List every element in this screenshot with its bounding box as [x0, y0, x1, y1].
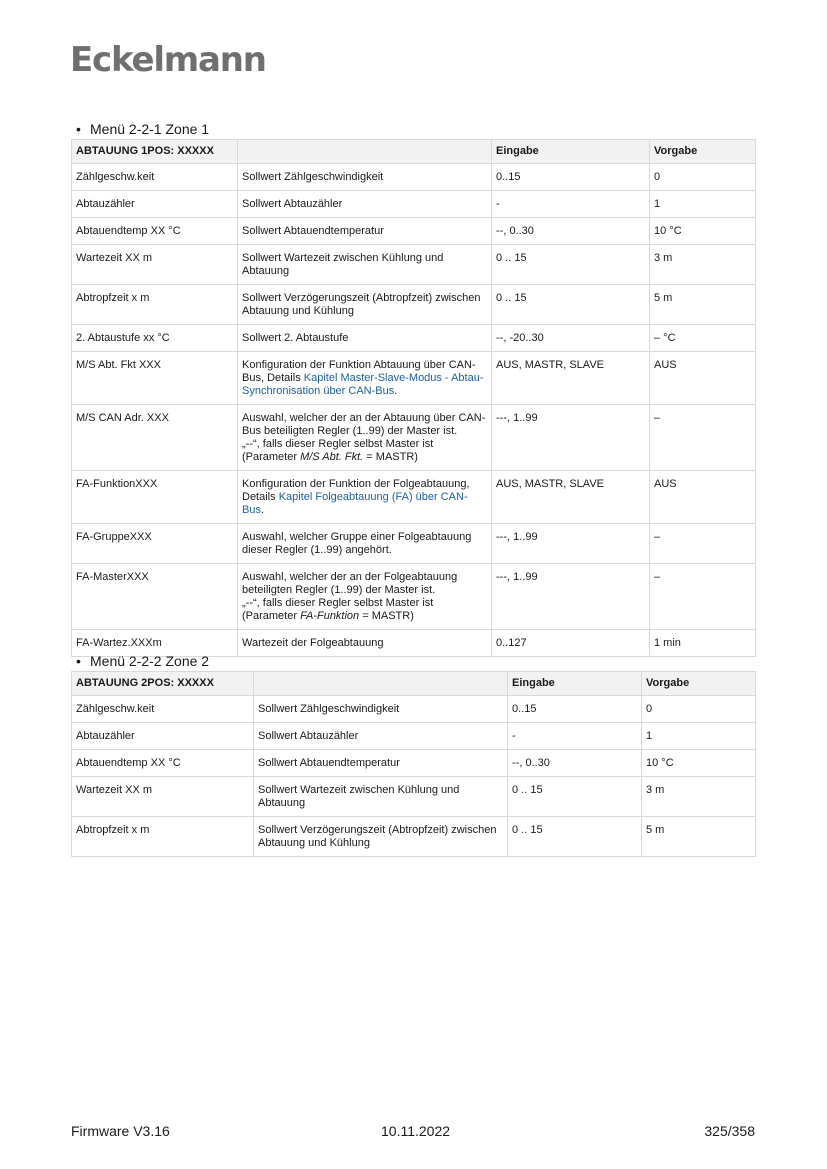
description-cell: Sollwert Abtauzähler [254, 723, 508, 750]
description-cell: Sollwert Abtauzähler [238, 191, 492, 218]
section-title: Menü 2-2-1 Zone 1 [90, 121, 210, 137]
description-line: Auswahl, welcher der an der Folgeabtauung beteiligten Regler (1..99) der Master ist. [242, 571, 458, 596]
param-cell: Abtropfzeit x m [72, 817, 254, 857]
header-cell-menu: ABTAUUNG 2POS: XXXXX [72, 672, 254, 696]
table-row [72, 405, 756, 471]
section-title: Menü 2-2-2 Zone 2 [90, 653, 210, 669]
description-cell: Sollwert Abtauendtemperatur [238, 218, 492, 245]
folgeabtauung-chapter-link[interactable]: Kapitel Folgeabtauung (FA) über CAN-Bus [242, 491, 468, 516]
input-range-cell: - [492, 191, 650, 218]
header-cell-menu: ABTAUUNG 1POS: XXXXX [72, 140, 238, 164]
default-value-cell: AUS [650, 471, 756, 524]
param-cell: Abtauendtemp XX °C [72, 750, 254, 777]
table-row [72, 471, 756, 524]
description-cell: Sollwert Zählgeschwindigkeit [254, 696, 508, 723]
table-row [72, 218, 756, 245]
parameter-name: FA-Funktion [300, 610, 360, 622]
description-line: (Parameter [242, 610, 301, 622]
footer-page-number: 325/358 [704, 1123, 755, 1139]
param-cell: Abtropfzeit x m [72, 285, 238, 325]
input-range-cell: 0..15 [508, 696, 642, 723]
header-cell-default: Vorgabe [642, 672, 756, 696]
section-heading-zone-1 [76, 121, 209, 137]
table-row [72, 191, 756, 218]
table-row [72, 750, 756, 777]
bullet-icon: • [76, 121, 81, 137]
description-cell [238, 471, 492, 524]
table-row [72, 285, 756, 325]
description-text: Konfiguration der Funktion der Folgeabtauung, Details [242, 478, 470, 503]
input-range-cell: ---, 1..99 [492, 524, 650, 564]
bullet-icon: • [76, 653, 81, 669]
param-cell: Abtauendtemp XX °C [72, 218, 238, 245]
table-row [72, 325, 756, 352]
table-row [72, 723, 756, 750]
input-range-cell: ---, 1..99 [492, 564, 650, 630]
default-value-cell: 0 [642, 696, 756, 723]
input-range-cell: 0..15 [492, 164, 650, 191]
default-value-cell: 1 [642, 723, 756, 750]
param-cell: Wartezeit XX m [72, 245, 238, 285]
description-line: = MASTR) [359, 610, 414, 622]
input-range-cell: 0..127 [492, 630, 650, 657]
description-cell [238, 564, 492, 630]
footer-firmware-version: Firmware V3.16 [71, 1123, 170, 1139]
description-cell [238, 352, 492, 405]
table-row [72, 245, 756, 285]
table-row [72, 164, 756, 191]
company-logo: Eckelmann [70, 40, 266, 80]
description-text: Konfiguration der Funktion Abtauung über CAN-Bus, Details [242, 359, 476, 384]
table-row [72, 817, 756, 857]
description-punctuation: . [260, 504, 265, 516]
section-heading-zone-2 [76, 653, 209, 669]
default-value-cell: – °C [650, 325, 756, 352]
table-header-row [72, 672, 756, 696]
param-cell: FA-Wartez.XXXm [72, 630, 238, 657]
param-cell: FA-MasterXXX [72, 564, 238, 630]
description-cell: Wartezeit der Folgeabtauung [238, 630, 492, 657]
description-cell: Sollwert Verzögerungszeit (Abtropfzeit) zwischen Abtauung und Kühlung [254, 817, 508, 857]
description-cell: Sollwert Wartezeit zwischen Kühlung und Abtauung [238, 245, 492, 285]
table-row [72, 777, 756, 817]
default-value-cell: 3 m [642, 777, 756, 817]
default-value-cell: 10 °C [650, 218, 756, 245]
input-range-cell: AUS, MASTR, SLAVE [492, 352, 650, 405]
default-value-cell: – [650, 524, 756, 564]
default-value-cell: – [650, 405, 756, 471]
master-slave-chapter-link[interactable]: Kapitel Master-Slave-Modus - Abtau-Synchronisation über CAN-Bus [242, 372, 484, 397]
table-row [72, 564, 756, 630]
input-range-cell: 0 .. 15 [508, 777, 642, 817]
header-cell-input: Eingabe [508, 672, 642, 696]
param-cell: Abtauzähler [72, 191, 238, 218]
default-value-cell: 5 m [650, 285, 756, 325]
default-value-cell: – [650, 564, 756, 630]
table-row [72, 696, 756, 723]
param-cell: Abtauzähler [72, 723, 254, 750]
input-range-cell: AUS, MASTR, SLAVE [492, 471, 650, 524]
param-cell: FA-GruppeXXX [72, 524, 238, 564]
input-range-cell: 0 .. 15 [508, 817, 642, 857]
input-range-cell: 0 .. 15 [492, 285, 650, 325]
description-cell: Sollwert Abtauendtemperatur [254, 750, 508, 777]
description-cell: Sollwert Zählgeschwindigkeit [238, 164, 492, 191]
description-cell: Sollwert 2. Abtaustufe [238, 325, 492, 352]
description-line: Auswahl, welcher der an der Abtauung über CAN-Bus beteiligten Regler (1..99) der Master ist. [242, 412, 486, 437]
description-punctuation: . [394, 385, 398, 397]
default-value-cell: 1 [650, 191, 756, 218]
header-cell-input: Eingabe [492, 140, 650, 164]
param-cell: M/S Abt. Fkt XXX [72, 352, 238, 405]
table-header-row [72, 140, 756, 164]
parameter-table-zone-2 [71, 671, 756, 857]
input-range-cell: ---, 1..99 [492, 405, 650, 471]
param-cell: M/S CAN Adr. XXX [72, 405, 238, 471]
description-line: (Parameter [242, 451, 301, 463]
table-row [72, 524, 756, 564]
default-value-cell: 3 m [650, 245, 756, 285]
parameter-table-zone-1 [71, 139, 756, 657]
description-cell: Sollwert Verzögerungszeit (Abtropfzeit) zwischen Abtauung und Kühlung [238, 285, 492, 325]
input-range-cell: --, -20..30 [492, 325, 650, 352]
input-range-cell: --, 0..30 [508, 750, 642, 777]
input-range-cell: --, 0..30 [492, 218, 650, 245]
default-value-cell: 10 °C [642, 750, 756, 777]
param-cell: Zählgeschw.keit [72, 164, 238, 191]
input-range-cell: - [508, 723, 642, 750]
description-line: = MASTR) [363, 451, 418, 463]
description-line: „--“, falls dieser Regler selbst Master ist [242, 597, 434, 609]
table-row [72, 352, 756, 405]
description-cell: Sollwert Wartezeit zwischen Kühlung und Abtauung [254, 777, 508, 817]
parameter-name: M/S Abt. Fkt. [300, 451, 364, 463]
param-cell: Wartezeit XX m [72, 777, 254, 817]
default-value-cell: 1 min [650, 630, 756, 657]
header-cell-description [254, 672, 508, 696]
description-cell [238, 405, 492, 471]
param-cell: FA-FunktionXXX [72, 471, 238, 524]
description-line: „--“, falls dieser Regler selbst Master ist [242, 438, 434, 450]
footer-date: 10.11.2022 [381, 1123, 451, 1139]
header-cell-description [238, 140, 492, 164]
default-value-cell: 0 [650, 164, 756, 191]
description-cell: Auswahl, welcher Gruppe einer Folgeabtauung dieser Regler (1..99) angehört. [238, 524, 492, 564]
param-cell: 2. Abtaustufe xx °C [72, 325, 238, 352]
default-value-cell: 5 m [642, 817, 756, 857]
default-value-cell: AUS [650, 352, 756, 405]
param-cell: Zählgeschw.keit [72, 696, 254, 723]
header-cell-default: Vorgabe [650, 140, 756, 164]
input-range-cell: 0 .. 15 [492, 245, 650, 285]
